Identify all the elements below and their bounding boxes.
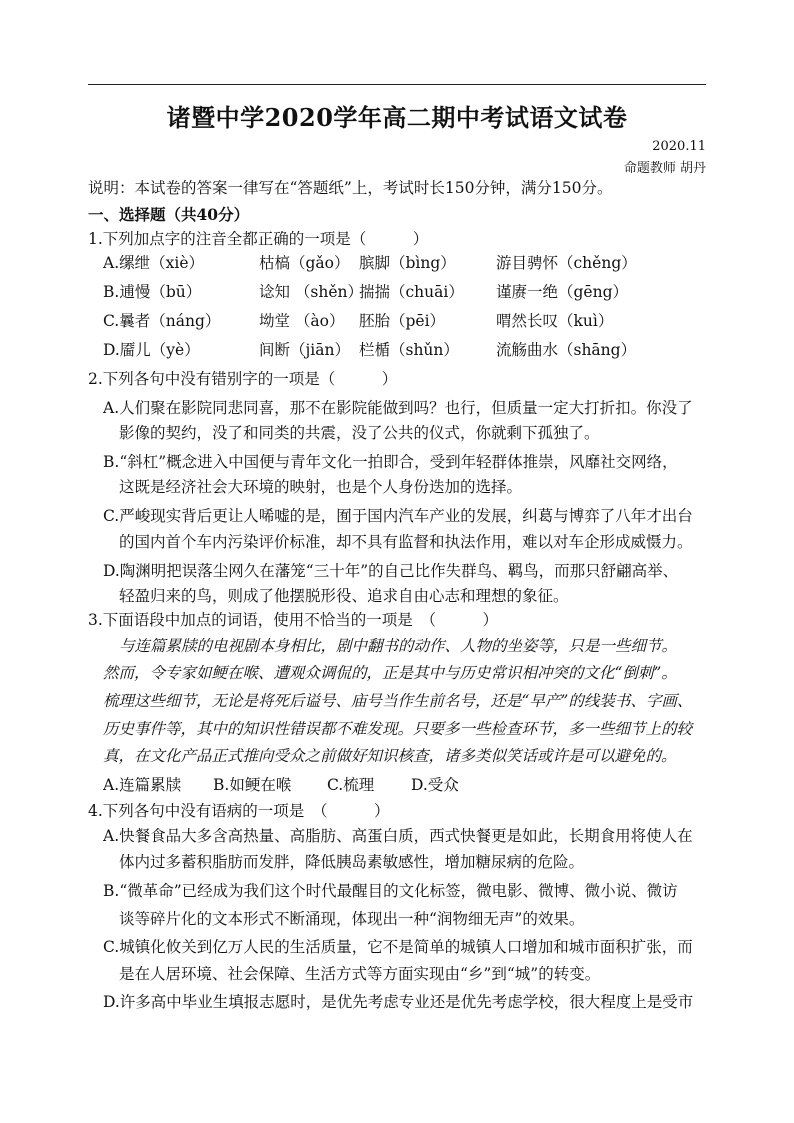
q2-option-c-line2: 的国内首个车内污染评价标准，却不具有监督和执法作用，难以对车企形成威慑力。 bbox=[119, 533, 693, 551]
q3-passage-line1: 与连篇累牍的电视剧本身相比，剧中翻书的动作、人物的坐姿等，只是一些细节。 bbox=[119, 637, 678, 655]
q1-row-b-3: 揣揣（chuāi） bbox=[359, 283, 464, 301]
q4-option-b-line2: 谈等碎片化的文本形式不断涌现，体现出一种“润物细无声”的效果。 bbox=[119, 910, 585, 928]
q3-option-a: A.连篇累牍 bbox=[103, 776, 182, 794]
q1-row-a-2: 枯槁（gǎo） bbox=[259, 254, 350, 272]
top-rule bbox=[88, 84, 706, 85]
instructions: 说明：本试卷的答案一律写在“答题纸”上，考试时长150分钟，满分150分。 bbox=[88, 179, 613, 197]
q4-option-a-line2: 体内过多蓄积脂肪而发胖，降低胰岛素敏感性，增加糖尿病的危险。 bbox=[119, 853, 585, 871]
q1-row-d-4: 流觞曲水（shāng） bbox=[496, 341, 637, 359]
q3-option-c: C.梳理 bbox=[327, 776, 375, 794]
q3-passage-line2: 然而，令专家如鲠在喉、遭观众调侃的，正是其中与历史常识相冲突的文化“倒刺”。 bbox=[103, 664, 677, 682]
q3-option-d: D.受众 bbox=[411, 776, 459, 794]
q2-option-a-line2: 影像的契约，没了和同类的共震，没了公共的仪式，你就剩下孤独了。 bbox=[119, 424, 600, 442]
question-2-stem: 2.下列各句中没有错别字的一项是（ ） bbox=[88, 370, 398, 388]
q1-row-b-2: 谂知 （shěn） bbox=[259, 283, 364, 301]
q1-row-c-2: 坳堂 （ào） bbox=[259, 312, 345, 330]
section-heading: 一、选择题（共40分） bbox=[88, 205, 250, 224]
q4-option-c-line2: 是在人居环境、社会保障、生活方式等方面实现由“乡”到“城”的转变。 bbox=[119, 965, 601, 983]
page-title: 诸暨中学2020学年高二期中考试语文试卷 bbox=[166, 103, 628, 132]
question-4-stem: 4.下列各句中没有语病的一项是 （ ） bbox=[88, 802, 390, 820]
question-1-stem: 1.下列加点字的注音全都正确的一项是（ ） bbox=[88, 230, 429, 248]
q1-row-a-4: 游目骋怀（chěng） bbox=[496, 254, 637, 272]
q2-option-c-line1: C.严峻现实背后更让人唏嘘的是，囿于国内汽车产业的发展，纠葛与博弈了八年才出台 bbox=[103, 507, 693, 525]
q1-row-c-3: 胚胎（pēi） bbox=[359, 312, 446, 330]
exam-author: 命题教师 胡丹 bbox=[623, 161, 706, 176]
q1-row-c-4: 喟然长叹（kuì） bbox=[496, 312, 614, 330]
q2-option-d-line1: D.陶渊明把误落尘网久在藩笼“三十年”的自己比作失群鸟、羁鸟，而那只舒翩高举、 bbox=[103, 562, 679, 580]
q1-row-c-1: C.曩者（náng） bbox=[103, 312, 221, 330]
q1-row-d-2: 间断（jiān） bbox=[259, 341, 350, 359]
q3-passage-line4: 历史事件等，其中的知识性错误都不难发现。只要多一些检查环节，多一些细节上的较 bbox=[103, 720, 693, 738]
q4-option-d-line1: D.许多高中毕业生填报志愿时，是优先考虑专业还是优先考虑学校，很大程度上是受市 bbox=[103, 993, 694, 1011]
q3-option-b: B.如鲠在喉 bbox=[213, 776, 292, 794]
q4-option-a-line1: A.快餐食品大多含高热量、高脂肪、高蛋白质，西式快餐更是如此，长期食用将使人在 bbox=[103, 827, 693, 845]
question-3-stem: 3.下面语段中加点的词语，使用不恰当的一项是 （ ） bbox=[88, 611, 499, 629]
q2-option-d-line2: 轻盈归来的鸟，则成了他摆脱形役、追求自由心志和理想的象征。 bbox=[119, 587, 569, 605]
q1-row-a-3: 膑脚（bìng） bbox=[359, 254, 456, 272]
q3-passage-line3: 梳理这些细节，无论是将死后谥号、庙号当作生前名号，还是“早产”的线装书、字画、 bbox=[103, 692, 693, 710]
q1-row-d-3: 栏楯（shǔn） bbox=[359, 341, 459, 359]
exam-date: 2020.11 bbox=[652, 139, 706, 154]
q4-option-c-line1: C.城镇化攸关到亿万人民的生活质量，它不是简单的城镇人口增加和城市面积扩张，而 bbox=[103, 938, 693, 956]
q1-row-a-1: A.缧绁（xiè） bbox=[103, 254, 204, 272]
q3-passage-line5: 真，在文化产品正式推向受众之前做好知识核查，诸多类似笑话或许是可以避免的。 bbox=[103, 747, 677, 765]
q2-option-a-line1: A.人们聚在影院同悲同喜，那不在影院能做到吗？也行，但质量一定大打折扣。你没了 bbox=[103, 399, 693, 417]
q1-row-b-1: B.逋慢（bū） bbox=[103, 283, 202, 301]
q2-option-b-line2: 这既是经济社会大环境的映射，也是个人身份迭加的选择。 bbox=[119, 478, 523, 496]
q2-option-b-line1: B.“斜杠”概念进入中国便与青年文化一拍即合，受到年轻群体推崇，风靡社交网络， bbox=[103, 453, 678, 471]
q1-row-b-4: 谨赓一绝（gēng） bbox=[496, 283, 629, 301]
q4-option-b-line1: B.“微革命”已经成为我们这个时代最醒目的文化标签，微电影、微博、微小说、微访 bbox=[103, 882, 678, 900]
q1-row-d-1: D.靥儿（yè） bbox=[103, 341, 200, 359]
